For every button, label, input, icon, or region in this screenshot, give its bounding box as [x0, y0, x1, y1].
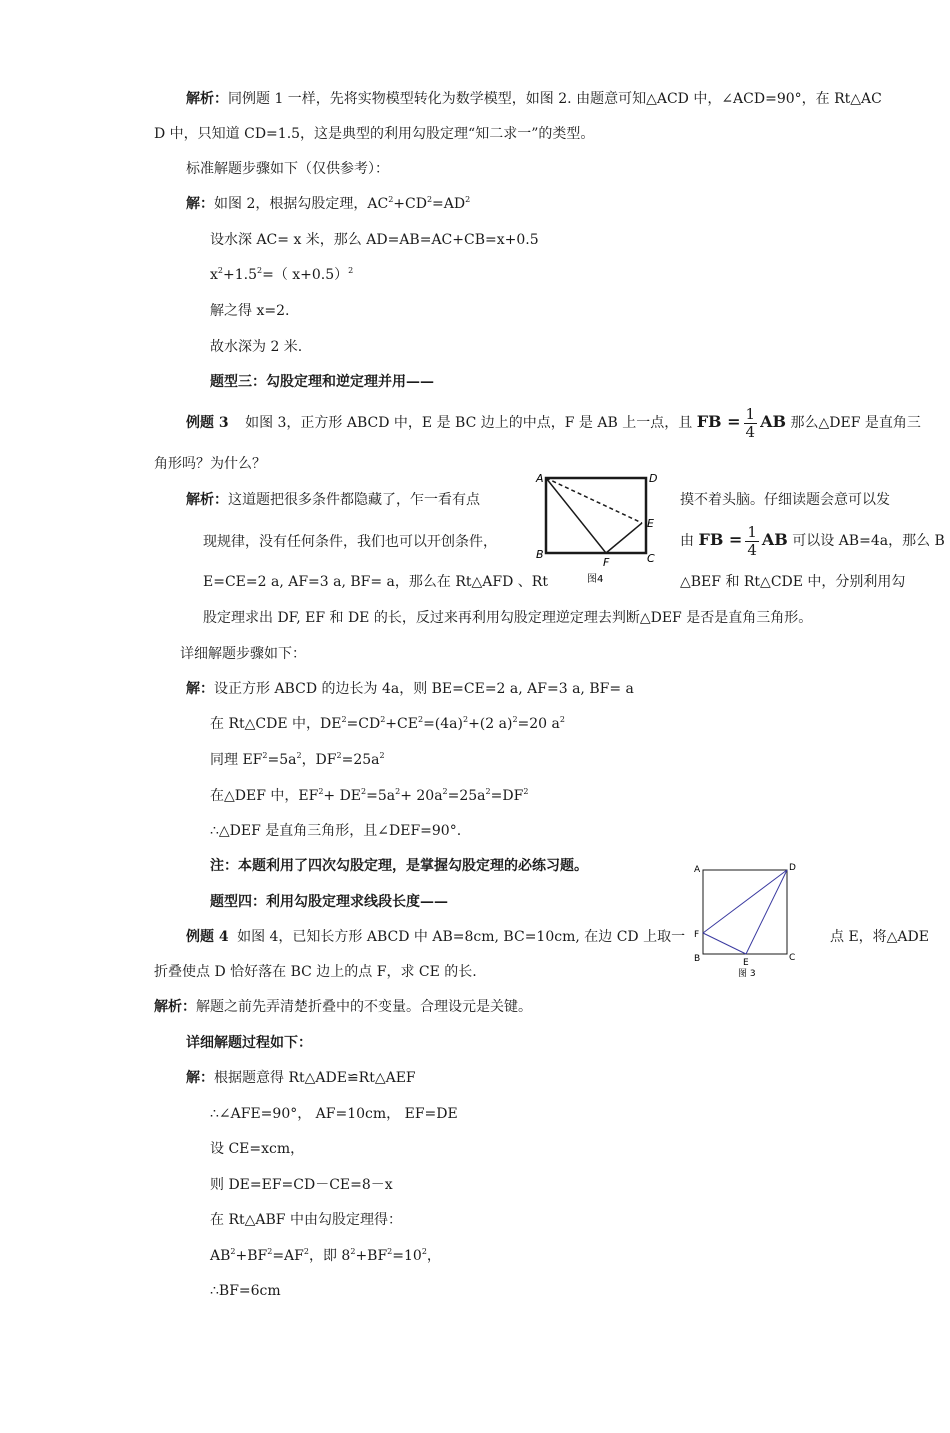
solution-4-line-2: ∴∠AFE=90°， AF=10cm， EF=DE — [210, 1106, 458, 1122]
label-analysis: 解析 — [186, 492, 214, 508]
solution-4-line-3: 设 CE=xcm， — [210, 1141, 305, 1157]
example-3-line-1 — [186, 404, 921, 441]
figure-folded-square — [688, 858, 803, 983]
text: 同例题 1 一样，先将实物模型转化为数学模型，如图 2. 由题意可知△ACD 中，∠ACD=90°，在 Rt△AC — [228, 91, 882, 107]
label-d: D — [789, 863, 796, 873]
formula-rhs: AB — [761, 530, 788, 549]
detail-heading: 详细解题步骤如下： — [180, 646, 306, 662]
example-4-line-2: 折叠使点 D 恰好落在 BC 边上的点 F，求 CE 的长. — [154, 964, 477, 980]
label-analysis: 解析 — [186, 91, 214, 107]
analysis-3-line-2a: 现规律，没有任何条件，我们也可以开创条件， — [203, 534, 497, 550]
line-af — [546, 478, 606, 553]
formula-lhs: FB = — [696, 412, 741, 431]
solution-4-line-1: 解：根据题意得 Rt△ADE≌Rt△AEF — [186, 1070, 416, 1086]
text: 如图 2，根据勾股定理，$AC^2+CD^2=AD^2$ — [214, 195, 471, 212]
figure-square-abcd — [530, 468, 670, 588]
analysis-3-line-3a: E=CE=2 a, AF=3 a, BF= a，那么在 Rt△AFD 、Rt — [203, 574, 548, 590]
formula-lhs: FB = — [698, 530, 743, 549]
figure-caption: 图4 — [587, 574, 604, 585]
solution-line-3: $x^2+1.5^2=$（ x+0.5）$^2$ — [210, 266, 354, 283]
label-analysis: 解析 — [154, 999, 182, 1015]
fraction: $\frac{1}{4}$ — [745, 404, 756, 441]
label-a: A — [694, 865, 701, 875]
line-df — [703, 870, 787, 933]
analysis-3-line-2b: 由 FB = $\frac{1}{4}$ AB 可以设 AB=4a，那么 B — [680, 522, 945, 559]
solution-3-line-3: 同理 $EF^2=5a^2$，$DF^2=25a^2$ — [210, 751, 385, 768]
square-outline — [546, 478, 646, 553]
figure-caption: 图 3 — [738, 969, 756, 979]
label-e: E — [647, 517, 654, 530]
example-3-line-2: 角形吗？为什么？ — [154, 456, 266, 472]
solution-4-line-4: 则 DE=EF=CD－CE=8－x — [210, 1177, 393, 1193]
text: 那么△DEF 是直角三 — [790, 415, 921, 431]
analysis-line-1: 解析：同例题 1 一样，先将实物模型转化为数学模型，如图 2. 由题意可知△ACD 中，∠ACD=90°，在 Rt△AC — [186, 91, 882, 107]
solution-3-line-4: 在△DEF 中，$EF^2+ DE^2=5a^2+ 20a^2=25a^2=DF^2$ — [210, 787, 529, 804]
label-solution: 解 — [186, 196, 200, 212]
line-de — [746, 870, 787, 954]
dashed-line-ae — [546, 478, 642, 523]
steps-heading: 标准解题步骤如下（仅供参考）： — [186, 161, 389, 177]
solution-line-1: 解：如图 2，根据勾股定理，$AC^2+CD^2=AD^2$ — [186, 195, 471, 212]
label-f: F — [603, 556, 610, 569]
text: 如图 3，正方形 ABCD 中，E 是 BC 边上的中点，F 是 AB 上一点，且 — [245, 415, 693, 431]
label-solution: 解 — [186, 1070, 200, 1086]
analysis-3-line-3b: △BEF 和 Rt△CDE 中，分别利用勾 — [680, 574, 906, 590]
label-example-4: 例题 4 — [186, 929, 229, 945]
label-b: B — [694, 954, 701, 964]
label-example-3: 例题 3 — [186, 415, 229, 431]
fraction: $\frac{1}{4}$ — [747, 522, 757, 559]
label-b: B — [536, 548, 544, 561]
label-solution: 解 — [186, 681, 200, 697]
solution-4-line-6: $AB^2+BF^2=AF^2$，即 $8^2+BF^2=10^2$， — [210, 1247, 441, 1264]
note-line: 注：本题利用了四次勾股定理，是掌握勾股定理的必练习题。 — [210, 858, 588, 874]
solution-3-line-5: ∴△DEF 是直角三角形，且∠DEF=90°. — [210, 823, 462, 839]
analysis-3-line-4: 股定理求出 DF, EF 和 DE 的长，反过来再利用勾股定理逆定理去判断△DEF 是否是直角三角形。 — [203, 610, 813, 626]
type-four-heading: 题型四：利用勾股定理求线段长度—— — [210, 894, 448, 910]
analysis-3-line-1a: 解析：这道题把很多条件都隐藏了，乍一看有点 — [186, 492, 480, 508]
solution-4-line-7: ∴BF=6cm — [210, 1283, 281, 1299]
square-outline — [703, 870, 787, 954]
analysis-line-2: D 中，只知道 CD=1.5，这是典型的利用勾股定理“知二求一”的类型。 — [154, 126, 595, 142]
analysis-4-line: 解析：解题之前先弄清楚折叠中的不变量。合理设元是关键。 — [154, 999, 532, 1015]
label-c: C — [647, 552, 655, 565]
solution-3-line-1: 解：设正方形 ABCD 的边长为 4a，则 BE=CE=2 a, AF=3 a, BF= a — [186, 681, 634, 697]
example-4-line-1a: 例题 4 如图 4，已知长方形 ABCD 中 AB=8cm, BC=10cm, 在边 CD 上取一 — [186, 929, 686, 945]
example-4-line-1b: 点 E，将△ADE — [830, 929, 929, 945]
label-c: C — [789, 953, 796, 963]
solution-4-line-5: 在 Rt△ABF 中由勾股定理得： — [210, 1212, 402, 1228]
solution-3-line-2: 在 Rt△CDE 中，$DE^2=CD^2+CE^2=(4a)^2+(2$ a)$^2$=20 $a^2$ — [210, 715, 565, 732]
detail-heading-4: 详细解题过程如下： — [186, 1035, 312, 1051]
solution-line-5: 故水深为 2 米. — [210, 339, 303, 355]
analysis-3-line-1b: 摸不着头脑。仔细读题会意可以发 — [680, 492, 890, 508]
line-fe — [606, 523, 642, 553]
label-f: F — [694, 930, 700, 940]
type-three-heading: 题型三：勾股定理和逆定理并用—— — [210, 374, 434, 390]
formula-rhs: AB — [760, 412, 787, 431]
solution-line-4: 解之得 x=2. — [210, 303, 290, 319]
label-d: D — [649, 472, 658, 485]
label-e: E — [743, 958, 749, 968]
label-a: A — [536, 472, 544, 485]
line-fe — [703, 933, 746, 954]
solution-line-2: 设水深 AC= x 米，那么 AD=AB=AC+CB=x+0.5 — [210, 232, 539, 248]
